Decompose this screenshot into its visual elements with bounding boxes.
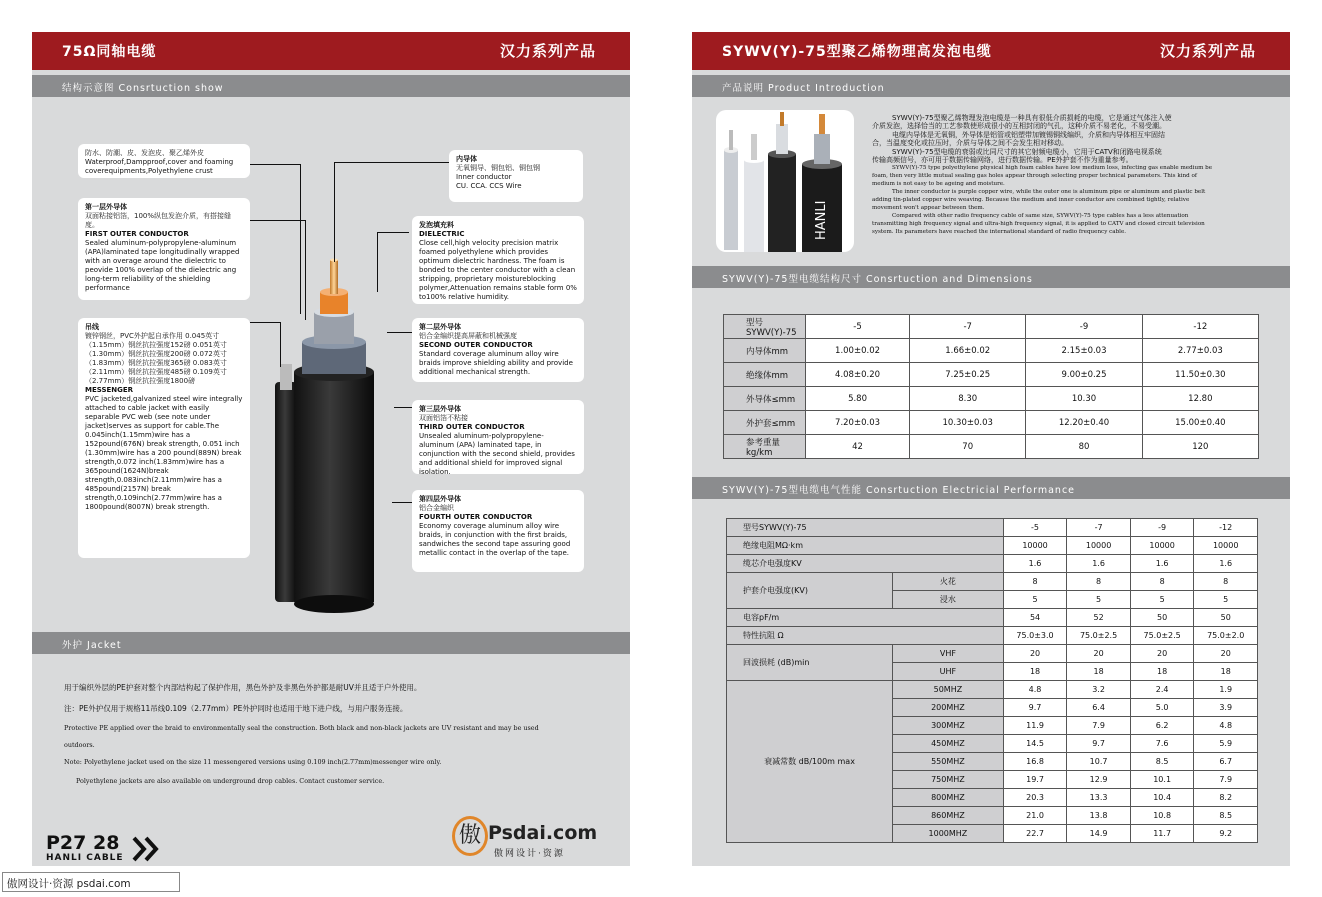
dim-r2c2: 8.30 (910, 387, 1026, 411)
elec-vhf-2: 20 (1067, 645, 1131, 663)
label-dielectric (412, 216, 584, 304)
elec-vhf-1: 20 (1003, 645, 1067, 663)
elec-h4: -12 (1194, 519, 1258, 537)
elec-spark-3: 8 (1130, 573, 1194, 591)
label-third-head: 第三层外导体 (419, 405, 461, 413)
elec-cap-3: 50 (1130, 609, 1194, 627)
elec-ins-4: 10000 (1194, 537, 1258, 555)
label-third-en: Unsealed aluminum-polypropylene-aluminum (APA) laminated tape, in conjunction with the second shield, provides and additional shield for improved signal isolation. (419, 432, 575, 476)
elec-water-0: 浸水 (893, 591, 1004, 609)
left-header-bar (32, 32, 630, 70)
label-third-outer (412, 400, 584, 474)
label-messenger-en-head: MESSENGER (85, 386, 134, 394)
messenger-jacket (275, 382, 297, 602)
atten-r7c0: 860MHZ (893, 807, 1004, 825)
label-second-head: 第二层外导体 (419, 323, 461, 331)
leader-line-first-v (305, 220, 306, 320)
elec-h0: 型号SYWV(Y)-75 (727, 519, 1004, 537)
atten-r1c1: 9.7 (1003, 699, 1067, 717)
dim-r4c4: 120 (1142, 435, 1258, 459)
table-row (727, 537, 1258, 555)
dim-r4c1: 42 (806, 435, 910, 459)
dim-r3c4: 15.00±0.40 (1142, 411, 1258, 435)
atten-r6c2: 13.3 (1067, 789, 1131, 807)
dim-r4c0: 参考重量kg/km (724, 435, 806, 459)
product-cables-image (716, 110, 854, 252)
dim-r1c2: 7.25±0.25 (910, 363, 1026, 387)
elec-return-label: 回波损耗 (dB)min (727, 645, 893, 681)
atten-r1c3: 5.0 (1130, 699, 1194, 717)
atten-r4c3: 8.5 (1130, 753, 1194, 771)
atten-r3c2: 9.7 (1067, 735, 1131, 753)
dim-r3c0: 外护套≤mm (724, 411, 806, 435)
atten-r4c0: 550MHZ (893, 753, 1004, 771)
elec-imp-0: 特性抗阻 Ω (727, 627, 1004, 645)
dimensions-table (723, 314, 1259, 459)
elec-core-1: 1.6 (1003, 555, 1067, 573)
atten-r4c2: 10.7 (1067, 753, 1131, 771)
atten-r2c1: 11.9 (1003, 717, 1067, 735)
intro-en-8: foam, then very little mutual sealing gas holes appear through selecting proper technical parameters. This kind of (872, 173, 1197, 180)
leader-line-first (250, 220, 305, 221)
table-row (724, 387, 1259, 411)
elec-imp-1: 75.0±3.0 (1003, 627, 1067, 645)
leader-line-inner-v (334, 162, 335, 262)
atten-r8c0: 1000MHZ (893, 825, 1004, 843)
intro-cn-6: 传输高频信号，亦可用于数据传输网络，进行数据传输。PE外护套不作为重量参考。 (872, 156, 1133, 165)
logo-sub: 傲网设计·资源 (494, 849, 565, 859)
elec-imp-2: 75.0±2.5 (1067, 627, 1131, 645)
leader-line-fourth (392, 502, 412, 503)
dim-r0c3: 2.15±0.03 (1026, 339, 1142, 363)
label-second-en-head: SECOND OUTER CONDUCTOR (419, 341, 533, 349)
label-messenger-cn: 镀锌钢丝，PVC外护起自承作用 0.045英寸（1.15mm）钢丝抗拉强度152磅 0.051英寸（1.30mm）钢丝抗拉强度200磅 0.072英寸（1.83mm）钢丝抗拉强度365磅 0.083英寸（2.11mm）钢丝抗拉强度485磅 0.109英寸（2.77mm）钢丝抗拉强度1800磅 (85, 332, 227, 385)
elec-h1: -5 (1003, 519, 1067, 537)
dim-r3c2: 10.30±0.03 (910, 411, 1026, 435)
elec-imp-3: 75.0±2.5 (1130, 627, 1194, 645)
atten-r7c2: 13.8 (1067, 807, 1131, 825)
intro-cn-3: 电缆内导体是无氧铜，外导体是铝管或铝塑带加镀锡铜线编织，介质和内导体相互牢固结 (892, 130, 1165, 139)
elec-spark-1: 8 (1003, 573, 1067, 591)
atten-r5c0: 750MHZ (893, 771, 1004, 789)
left-header-title: 75Ω同轴电缆 (62, 44, 157, 60)
elec-water-4: 5 (1194, 591, 1258, 609)
atten-r5c2: 12.9 (1067, 771, 1131, 789)
electrical-table (726, 518, 1258, 843)
dim-r3c1: 7.20±0.03 (806, 411, 910, 435)
label-first-en: Sealed aluminum-polypropylene-aluminum (APA)laminated tape longitudinally wrapped with an overage around the dielectric to peovide 100% overlap of the dielectric ang long-term reliability of the shielding performance (85, 239, 240, 292)
dim-h2: -7 (910, 315, 1026, 339)
left-page (32, 32, 630, 866)
table-row (724, 435, 1259, 459)
atten-r7c1: 21.0 (1003, 807, 1067, 825)
elec-spark-0: 火花 (893, 573, 1004, 591)
dim-r3c3: 12.20±0.40 (1026, 411, 1142, 435)
section-dim-bar: SYWV(Y)-75型电缆结构尺寸 Consrtuction and Dimensions (692, 266, 1290, 288)
elec-uhf-2: 18 (1067, 663, 1131, 681)
table-row (724, 411, 1259, 435)
logo-seal: 傲 (452, 816, 488, 856)
dim-r2c0: 外导体≤mm (724, 387, 806, 411)
elec-header-row (727, 519, 1258, 537)
label-fourth-en: Economy coverage aluminum alloy wire braids, in conjunction with the first braids, sandwiches the second tape assuring good metallic contact in the overlap of the tape. (419, 522, 571, 557)
label-messenger-en: PVC jacketed,galvanized steel wire integrally attached to cable jacket with easily separable PVC web (see note under jacket)serves as support for cable.The 0.045inch(1.15mm)wire has a 152pound(676N) break strength, 0.051 inch (1.30mm)wire has a 200 pound(889N) break strength,0.072 inch(1.83mm)wire has a 365pound(1624N)break strength,0.083inch(2.11mm)wire has a 485pound(2157N) break strength,0.109inch(2.77mm)wire has a 1800pound(8007N) break strength. (85, 395, 243, 511)
elec-jacket-label: 护套介电强度(KV) (727, 573, 893, 609)
table-row (727, 645, 1258, 663)
right-header-series: 汉力系列产品 (1159, 42, 1256, 60)
elec-water-3: 5 (1130, 591, 1194, 609)
dim-r4c3: 80 (1026, 435, 1142, 459)
label-jacket-en: Waterproof,Dampproof,cover and foaming coverequipments,Polyethylene crust (85, 158, 234, 175)
elec-cap-2: 52 (1067, 609, 1131, 627)
atten-r6c0: 800MHZ (893, 789, 1004, 807)
intro-en-5: transmitting high frequency signal and ultra-high frequency signal, it is applied to CATV and closed circuit television (872, 221, 1205, 228)
elec-water-1: 5 (1003, 591, 1067, 609)
atten-r1c2: 6.4 (1067, 699, 1131, 717)
jacket-text-1: 用于编织外层的PE护套对整个内部结构起了保护作用，黑色外护及非黑色外护都是耐UV并且适于户外使用。 (64, 683, 422, 692)
dim-r1c4: 11.50±0.30 (1142, 363, 1258, 387)
label-first-outer (78, 198, 250, 300)
dim-h4: -12 (1142, 315, 1258, 339)
atten-r8c4: 9.2 (1194, 825, 1258, 843)
messenger-wire (280, 364, 292, 390)
jacket-text-2: 注：PE外护仅用于规格11吊线0.109（2.77mm）PE外护同时也适用于地下进户线，与用户服务连接。 (64, 704, 408, 713)
elec-core-3: 1.6 (1130, 555, 1194, 573)
right-header-title: SYWV(Y)-75型聚乙烯物理高发泡电缆 (722, 44, 992, 60)
intro-cn-2: 介质发泡，选择恰当的工艺参数使形成很小的互相封闭的气孔，这种介质不易老化，不易受潮。 (872, 122, 1166, 131)
atten-r4c1: 16.8 (1003, 753, 1067, 771)
dim-r2c3: 10.30 (1026, 387, 1142, 411)
dim-r1c0: 绝缘体mm (724, 363, 806, 387)
watermark: 傲网设计·资源 psdai.com (2, 872, 180, 892)
elec-cap-1: 54 (1003, 609, 1067, 627)
label-dielectric-en: Close cell,high velocity precision matrix foamed polyethylene which provides optimum dielectric hardness. The foam is bonded to the center conductor with a clean stripping, proprietary moistureblocking polymer,Attenuation remains stable form 0% to100% relative humidity. (419, 239, 577, 301)
intro-en-9: medium is not easy to be ageing and moisture. (872, 181, 1005, 188)
intro-en-2: adding tin-plated copper wire weaving. Because the medium and inner conductor are combined tightly, relative (872, 197, 1190, 204)
inner-conductor (330, 260, 338, 294)
dim-h1: -5 (806, 315, 910, 339)
atten-r0c4: 1.9 (1194, 681, 1258, 699)
elec-core-0: 缆芯介电强度KV (727, 555, 1004, 573)
section-elec-bar: SYWV(Y)-75型电缆电气性能 Consrtuction Electricial Performance (692, 477, 1290, 499)
dim-r4c2: 70 (910, 435, 1026, 459)
elec-h2: -7 (1067, 519, 1131, 537)
cable-bottom (294, 595, 374, 613)
section-intro-bar: 产品说明 Product Introduction (692, 75, 1290, 97)
elec-atten-label: 衰减常数 dB/100m max (727, 681, 893, 843)
atten-r6c4: 8.2 (1194, 789, 1258, 807)
atten-r3c0: 450MHZ (893, 735, 1004, 753)
elec-cap-0: 电容pF/m (727, 609, 1004, 627)
right-header-bar (692, 32, 1290, 70)
elec-core-4: 1.6 (1194, 555, 1258, 573)
intro-en-6: system. Its parameters have reached the international standard of radio frequency cable. (872, 229, 1127, 236)
left-header-series: 汉力系列产品 (499, 42, 596, 60)
intro-en-block (872, 164, 1272, 236)
label-second-en: Standard coverage aluminum alloy wire braids improve shielding ability and provide additional mechanical strength. (419, 350, 573, 376)
dim-r0c4: 2.77±0.03 (1142, 339, 1258, 363)
page-number: P27 28 (46, 832, 120, 854)
table-row (727, 555, 1258, 573)
elec-vhf-4: 20 (1194, 645, 1258, 663)
elec-vhf-0: VHF (893, 645, 1004, 663)
elec-uhf-3: 18 (1130, 663, 1194, 681)
elec-h3: -9 (1130, 519, 1194, 537)
leader-line-inner (334, 162, 449, 163)
leader-line-second (387, 332, 412, 333)
atten-r2c0: 300MHZ (893, 717, 1004, 735)
dim-r0c2: 1.66±0.02 (910, 339, 1026, 363)
leader-line-messenger (250, 322, 280, 323)
leader-line-dielectric (377, 232, 409, 233)
dim-h3: -9 (1026, 315, 1142, 339)
intro-en-4: Compared with other radio frequency cable of same size, SYWV(Y)-75 type cables has a less attenuation (892, 213, 1189, 220)
label-dielectric-en-head: DIELECTRIC (419, 230, 465, 238)
jacket-text-3: Protective PE applied over the braid to environmentally seal the construction. Both black and non-black jackets are UV resistant and may be used (64, 724, 539, 732)
intro-cn-5: SYWV(Y)-75型电缆的衰弱或比同尺寸的其它射频电缆小，它用于CATV和闭路电视系统 (892, 147, 1162, 156)
atten-r2c3: 6.2 (1130, 717, 1194, 735)
label-jacket-cn: 防水、防潮、皮、发泡皮、聚乙烯外皮 (85, 149, 204, 157)
atten-r5c4: 7.9 (1194, 771, 1258, 789)
atten-r3c1: 14.5 (1003, 735, 1067, 753)
cable-hanli-mark: HANLI (814, 200, 829, 240)
elec-uhf-4: 18 (1194, 663, 1258, 681)
table-row (727, 609, 1258, 627)
elec-uhf-0: UHF (893, 663, 1004, 681)
dim-h0: 型号SYWV(Y)-75 (724, 315, 806, 339)
label-inner-en: CU. CCA. CCS Wire (456, 182, 522, 190)
label-fourth-cn: 铝合金编织 (419, 504, 454, 512)
label-messenger (78, 318, 250, 558)
atten-r2c2: 7.9 (1067, 717, 1131, 735)
chevron-right-icon (132, 836, 162, 862)
table-row (727, 681, 1258, 699)
atten-r5c3: 10.1 (1130, 771, 1194, 789)
atten-r6c3: 10.4 (1130, 789, 1194, 807)
label-dielectric-head: 发泡填充料 (419, 221, 454, 229)
label-second-outer (412, 318, 584, 382)
atten-r0c0: 50MHZ (893, 681, 1004, 699)
jacket-text-4: outdoors. (64, 741, 95, 749)
jacket-text-5: Note: Polyethylene jacket used on the size 11 messengered versions using 0.109 inch(2.77mm)messenger wire only. (64, 758, 442, 766)
intro-en-7: SYWV(Y)-75 type polyethylene physical high foam cables have low medium loss, infecting gas enable medium be (892, 165, 1213, 172)
dim-r0c0: 内导体mm (724, 339, 806, 363)
elec-spark-2: 8 (1067, 573, 1131, 591)
elec-cap-4: 50 (1194, 609, 1258, 627)
leader-line-third (394, 407, 412, 408)
label-first-head: 第一层外导体 (85, 203, 127, 211)
atten-r2c4: 4.8 (1194, 717, 1258, 735)
atten-r8c2: 14.9 (1067, 825, 1131, 843)
atten-r3c4: 5.9 (1194, 735, 1258, 753)
elec-core-2: 1.6 (1067, 555, 1131, 573)
intro-cn-4: 合，当温度变化或拉压时，介质与导体之间不会发生相对移动。 (872, 139, 1068, 148)
label-third-en-head: THIRD OUTER CONDUCTOR (419, 423, 525, 431)
atten-r7c4: 8.5 (1194, 807, 1258, 825)
leader-line-messenger-v (280, 322, 281, 367)
atten-r8c3: 11.7 (1130, 825, 1194, 843)
leader-line-jacket (250, 164, 300, 165)
table-row (727, 627, 1258, 645)
elec-spark-4: 8 (1194, 573, 1258, 591)
atten-r1c4: 3.9 (1194, 699, 1258, 717)
elec-ins-2: 10000 (1067, 537, 1131, 555)
right-page (692, 32, 1290, 866)
dim-r2c1: 5.80 (806, 387, 910, 411)
cable-illustration (270, 242, 400, 622)
dim-header-row (724, 315, 1259, 339)
section-jacket-bar: 外护 Jacket (32, 632, 630, 654)
atten-r4c4: 6.7 (1194, 753, 1258, 771)
label-fourth-outer (412, 490, 584, 572)
label-jacket (78, 144, 250, 178)
section-construction-bar: 结构示意图 Consrtuction show (32, 75, 630, 97)
leader-line-dielectric-v (377, 232, 378, 292)
leader-line-jacket-v (300, 164, 301, 314)
label-inner-head: 内导体 (456, 155, 477, 163)
label-fourth-en-head: FOURTH OUTER CONDUCTOR (419, 513, 533, 521)
elec-ins-0: 绝缘电阻MΩ·km (727, 537, 1004, 555)
brand-name: HANLI CABLE (46, 853, 124, 863)
atten-r0c1: 4.8 (1003, 681, 1067, 699)
intro-text (872, 114, 1272, 236)
atten-r6c1: 20.3 (1003, 789, 1067, 807)
elec-vhf-3: 20 (1130, 645, 1194, 663)
outer-jacket (294, 372, 374, 611)
intro-cn-1: SYWV(Y)-75型聚乙烯物理发泡电缆是一种具有很低介质损耗的电缆，它是通过气体注入使 (892, 114, 1172, 122)
atten-r7c3: 10.8 (1130, 807, 1194, 825)
product-photo (716, 110, 854, 252)
atten-r3c3: 7.6 (1130, 735, 1194, 753)
atten-r0c2: 3.2 (1067, 681, 1131, 699)
elec-ins-1: 10000 (1003, 537, 1067, 555)
atten-r1c0: 200MHZ (893, 699, 1004, 717)
label-third-cn: 双面铝箔不粘接 (419, 414, 468, 422)
logo-main: Psdai.com (488, 822, 598, 844)
dim-r1c3: 9.00±0.25 (1026, 363, 1142, 387)
atten-r0c3: 2.4 (1130, 681, 1194, 699)
elec-imp-4: 75.0±2.0 (1194, 627, 1258, 645)
dim-r0c1: 1.00±0.02 (806, 339, 910, 363)
label-inner-cn: 无氧铜导、铜包铝、铜包钢 (456, 164, 540, 172)
label-first-en-head: FIRST OUTER CONDUCTOR (85, 230, 189, 238)
label-inner-en-head: Inner conductor (456, 173, 512, 181)
label-messenger-head: 吊线 (85, 323, 99, 331)
elec-uhf-1: 18 (1003, 663, 1067, 681)
table-row (724, 339, 1259, 363)
intro-en-1: The inner conductor is purple copper wire, while the outer one is aluminum pipe or aluminum and plastic belt (892, 189, 1206, 196)
atten-r5c1: 19.7 (1003, 771, 1067, 789)
jacket-text-6: Polyethylene jackets are also available on underground drop cables. Contact customer service. (76, 777, 385, 785)
label-first-cn: 双面粘接铝箔，100%纵包发泡介质，有搭接缝度。 (85, 212, 232, 229)
table-row (724, 363, 1259, 387)
atten-r8c1: 22.7 (1003, 825, 1067, 843)
dim-r2c4: 12.80 (1142, 387, 1258, 411)
label-fourth-head: 第四层外导体 (419, 495, 461, 503)
elec-water-2: 5 (1067, 591, 1131, 609)
label-second-cn: 铝合金编织提高屏蔽和机械强度 (419, 332, 517, 340)
label-inner-conductor (449, 150, 583, 202)
intro-en-3: movement won't appear between them. (872, 205, 985, 212)
elec-ins-3: 10000 (1130, 537, 1194, 555)
table-row (727, 573, 1258, 591)
dim-r1c1: 4.08±0.20 (806, 363, 910, 387)
